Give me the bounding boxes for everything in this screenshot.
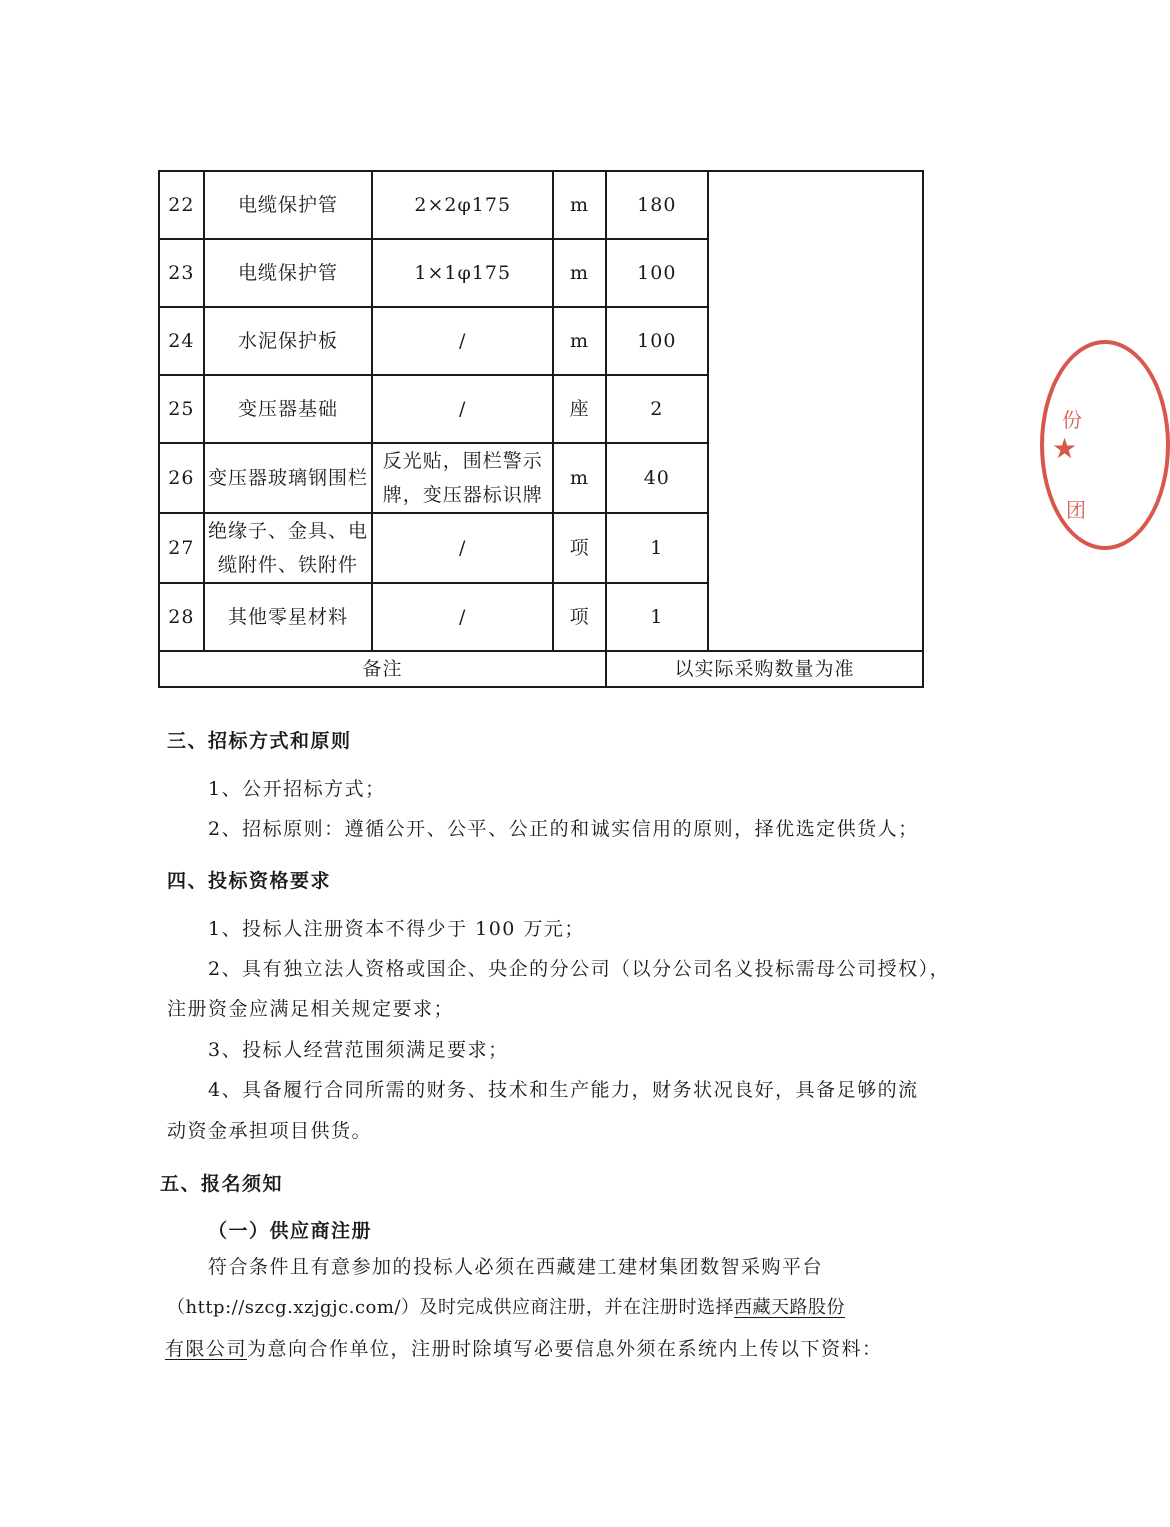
row-spec: /	[372, 513, 553, 583]
row-spec: /	[372, 583, 553, 651]
row-no: 26	[159, 443, 204, 513]
row-unit: m	[553, 307, 606, 375]
row-spec: 1×1φ175	[372, 239, 553, 307]
row-qty: 1	[606, 513, 708, 583]
row-unit: m	[553, 239, 606, 307]
table-row	[159, 171, 923, 239]
remarks-cell	[708, 171, 923, 651]
row-unit: 座	[553, 375, 606, 443]
section3-heading: 三、招标方式和原则	[167, 730, 352, 752]
row-qty: 100	[606, 239, 708, 307]
note-label: 备注	[159, 651, 606, 687]
stamp-text-bottom: 团	[1066, 498, 1086, 522]
section5-subheading: （一）供应商注册	[208, 1220, 373, 1242]
note-value: 以实际采购数量为准	[606, 651, 923, 687]
row-spec: /	[372, 375, 553, 443]
section4-item-1: 1、投标人注册资本不得少于 100 万元；	[208, 918, 585, 940]
row-unit: 项	[553, 513, 606, 583]
row-unit: m	[553, 443, 606, 513]
section4-item-2-line2: 注册资金应满足相关规定要求；	[167, 998, 455, 1020]
section4-item-2-line1: 2、具有独立法人资格或国企、央企的分公司（以分公司名义投标需母公司授权），	[208, 958, 951, 980]
row-unit: 项	[553, 583, 606, 651]
section4-item-3: 3、投标人经营范围须满足要求；	[208, 1039, 509, 1061]
section5-para-line3	[165, 1334, 883, 1361]
stamp-star-icon: ★	[1052, 432, 1078, 465]
stamp-text-top: 份	[1062, 408, 1082, 432]
note-row	[159, 651, 923, 687]
section5-para-line2	[167, 1293, 845, 1319]
platform-url-text: （http://szcg.xzjgjc.com/）及时完成供应商注册，并在注册时选择	[167, 1297, 734, 1318]
row-spec: 反光贴，围栏警示牌，变压器标识牌	[372, 443, 553, 513]
section4-heading: 四、投标资格要求	[167, 870, 332, 892]
row-no: 25	[159, 375, 204, 443]
row-name: 变压器基础	[204, 375, 373, 443]
row-name: 电缆保护管	[204, 171, 373, 239]
row-no: 27	[159, 513, 204, 583]
row-name: 变压器玻璃钢围栏	[204, 443, 373, 513]
row-no: 24	[159, 307, 204, 375]
row-no: 28	[159, 583, 204, 651]
row-qty: 1	[606, 583, 708, 651]
row-name: 绝缘子、金具、电缆附件、铁附件	[204, 513, 373, 583]
row-qty: 40	[606, 443, 708, 513]
row-spec: 2×2φ175	[372, 171, 553, 239]
section3-item-1: 1、公开招标方式；	[208, 778, 386, 800]
row-unit: m	[553, 171, 606, 239]
row-name: 水泥保护板	[204, 307, 373, 375]
row-qty: 100	[606, 307, 708, 375]
row-no: 23	[159, 239, 204, 307]
section4-item-4-line2: 动资金承担项目供货。	[167, 1120, 373, 1142]
row-no: 22	[159, 171, 204, 239]
section5-para-line3-rest: 为意向合作单位，注册时除填写必要信息外须在系统内上传以下资料：	[247, 1338, 883, 1360]
section5-para-line1: 符合条件且有意参加的投标人必须在西藏建工建材集团数智采购平台	[208, 1256, 824, 1278]
company-name-part2: 有限公司	[165, 1338, 248, 1360]
row-spec: /	[372, 307, 553, 375]
row-name: 电缆保护管	[204, 239, 373, 307]
row-qty: 2	[606, 375, 708, 443]
row-qty: 180	[606, 171, 708, 239]
red-seal-stamp	[1040, 340, 1170, 550]
section5-heading: 五、报名须知	[160, 1173, 284, 1195]
materials-table	[158, 170, 924, 688]
row-name: 其他零星材料	[204, 583, 373, 651]
section4-item-4-line1: 4、具备履行合同所需的财务、技术和生产能力，财务状况良好，具备足够的流	[208, 1079, 919, 1101]
company-name-part1: 西藏天路股份	[734, 1297, 845, 1318]
section3-item-2: 2、招标原则：遵循公开、公平、公正的和诚实信用的原则，择优选定供货人；	[208, 818, 919, 840]
materials-table-wrap	[158, 170, 924, 688]
